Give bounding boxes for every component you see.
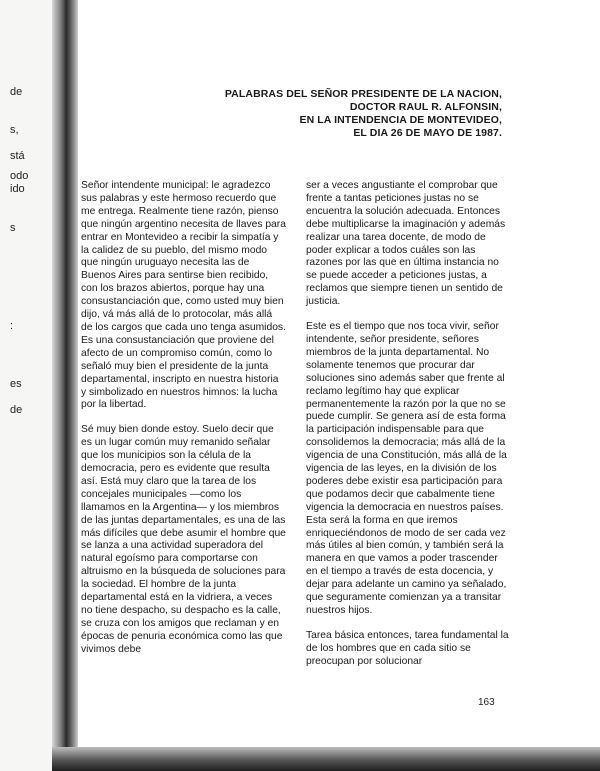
right-text-column	[306, 180, 511, 681]
paragraph: ser a veces angustiante el comprobar que frente a tantas peticiones justas no se encuentra la solución adecuada. Entonces debe multiplicarse la imaginación y además realizar una tarea docente, de modo de poder explicar a todos cuáles son las razones por las que en última instancia no se puede acceder a peticiones justas, a reclamos que siempre tienen un sentido de justicia.	[306, 180, 506, 308]
book-gutter-shadow	[52, 0, 78, 771]
paragraph: Tarea básica entonces, tarea fundamental la de los hombres que en cada sitio se preocupan por solucionar	[306, 629, 509, 667]
left-text-column	[81, 180, 286, 669]
heading-line: EL DIA 26 DE MAYO DE 1987.	[353, 127, 502, 139]
facing-page-fragment: de	[10, 86, 23, 98]
facing-page-fragment: :	[10, 320, 14, 332]
paragraph: Señor intendente municipal: le agradezco sus palabras y este hermoso recuerdo que me entrega. Realmente tiene razón, pienso que ningún argentino necesita de llaves para entrar en Montevideo a recibir la simpatía y la calidez de su pueblo, del mismo modo que ningún uruguayo necesita las de Buenos Aires para sentirse bien recibido, con los brazos abiertos, porque hay una consustanciación que, como usted muy bien dijo, vá más allá de lo protocolar, más allá de los cargos que cada uno tenga asumidos. Es una consustanciación que proviene del afecto de un compromiso común, como lo señaló muy bien el presidente de la junta departamental, inscripto en nuestra historia y simbolizado en nuestros himnos: la lucha por la libertad.	[81, 180, 286, 411]
speech-heading	[182, 88, 502, 140]
facing-page-edge	[0, 0, 58, 771]
facing-page-fragment: es	[10, 378, 22, 390]
page-number: 163	[478, 697, 495, 708]
facing-page-fragment: ido	[10, 183, 25, 195]
bottom-edge-shadow	[52, 747, 600, 771]
facing-page-fragment: stá	[10, 150, 25, 162]
heading-line: EN LA INTENDENCIA DE MONTEVIDEO,	[299, 114, 502, 126]
paragraph: Sé muy bien donde estoy. Suelo decir que es un lugar común muy remanido señalar que los municipios son la célula de la democracia, pero es evidente que resulta así. Está muy claro que la tarea de los concejales municipales —como los llamamos en la Argentina— y los miembros de las juntas departamentales, es una de las más difíciles que debe asumir el hombre que se lanza a una actividad superadora del natural egoísmo para comportarse con altruismo en la búsqueda de soluciones para la sociedad. El hombre de la junta departamental está en la vidriera, a veces no tiene despacho, su despacho es la calle, se cruza con los amigos que reclaman y en épocas de penuria económica como las que vivimos debe	[81, 424, 286, 655]
paragraph: Este es el tiempo que nos toca vivir, señor intendente, señor presidente, señores miembros de la junta departamental. No solamente tenemos que procurar dar soluciones sino además saber que frente al reclamo legítimo hay que explicar permanentemente la razón por la que no se puede cumplir. Se genera así de esta forma la participación indispensable para que consolidemos la democracia; más allá de la vigencia de una Constitución, más allá de la vigencia de las leyes, en la división de los poderes debe existir esa participación para que podamos decir que cabalmente tiene vigencia la democracia en nuestros países. Esta será la forma en que iremos enriqueciéndonos de modo de ser cada vez más útiles al bien común, y también será la manera en que vamos a poder trascender en el tiempo a través de esta docencia, y dejar para adelante un camino ya señalado, que seguramente comienzan ya a transitar nuestros hijos.	[306, 321, 507, 616]
facing-page-fragment: s,	[10, 124, 19, 136]
heading-line: PALABRAS DEL SEÑOR PRESIDENTE DE LA NACION,	[224, 88, 502, 100]
facing-page-fragment: s	[10, 222, 16, 234]
facing-page-fragment: odo	[10, 170, 29, 182]
facing-page-fragment: de	[10, 404, 23, 416]
heading-line: DOCTOR RAUL R. ALFONSIN,	[349, 101, 502, 113]
